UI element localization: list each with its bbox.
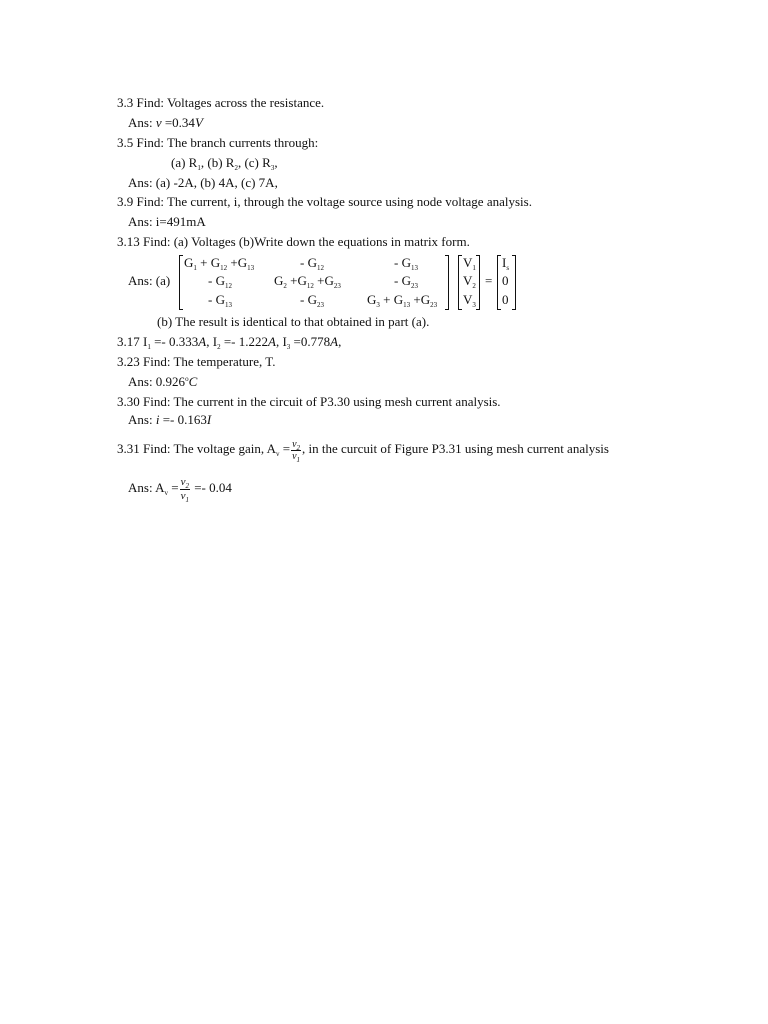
part-b-sub: 2	[234, 164, 238, 172]
matrix-r3c1: - $G_{13}$	[208, 292, 232, 309]
problem-3-13-answer-label: Ans: (a)	[128, 273, 171, 288]
problem-3-30-answer: Ans: i =- 0.163I	[128, 412, 212, 427]
voltage-v3: $V_3$	[463, 292, 476, 309]
matrix-r2c3: - $G_{23}$	[394, 273, 418, 290]
part-c-label: , (c) R	[237, 155, 271, 170]
problem-3-13-part-b: (b) The result is identical to that obtained in part (a).	[157, 314, 430, 329]
problem-3-5-title: 3.5 Find: The branch currents through:	[117, 135, 319, 150]
answer-gain-fraction: $\frac{v_2}{v_1}$	[180, 475, 189, 504]
problem-3-23-answer: Ans: 0.926$^o$C	[128, 374, 198, 389]
source-r1: $I_s$	[502, 255, 510, 272]
matrix-left-bracket	[179, 255, 183, 310]
part-a-label: (a) R	[171, 155, 198, 170]
problem-3-9-answer: Ans: i=491mA	[128, 214, 206, 229]
matrix-r3c2: - $G_{23}$	[300, 292, 324, 309]
voltage-vector-left-bracket	[458, 255, 462, 310]
answer-value: =0.34	[161, 115, 195, 130]
matrix-equals-sign: =	[485, 273, 493, 288]
problem-3-30-title: 3.30 Find: The current in the circuit of P3.30 using mesh current analysis.	[117, 394, 501, 409]
matrix-r1c1: $G_1 + G_{12} +G_{13}$	[184, 255, 255, 272]
answer-unit: V	[194, 115, 203, 130]
matrix-right-bracket	[445, 255, 449, 310]
voltage-gain-fraction: $\frac{v_2}{v_1}$	[292, 438, 301, 464]
part-b-label: , (b) R	[200, 155, 235, 170]
source-r3: 0	[502, 292, 509, 307]
matrix-r2c1: - $G_{12}$	[208, 273, 232, 290]
matrix-r1c2: - $G_{12}$	[300, 255, 324, 272]
problem-3-5-parts	[171, 155, 278, 171]
problem-3-17-answer: 3.17 $I_1 =- 0.333A$, $I_2 =- 1.222A$, $I_3 =0.778A$,	[117, 334, 342, 351]
problem-3-9-title: 3.9 Find: The current, i, through the voltage source using node voltage analysis.	[117, 194, 532, 209]
source-vector-left-bracket	[497, 255, 501, 310]
problem-3-3-title: 3.3 Find: Voltages across the resistance.	[117, 95, 325, 110]
matrix-r1c3: - $G_{13}$	[394, 255, 418, 272]
parts-end: ,	[274, 155, 278, 170]
source-r2: 0	[502, 273, 509, 288]
part-a-sub: 1	[197, 164, 201, 172]
problem-3-13-title: 3.13 Find: (a) Voltages (b)Write down the equations in matrix form.	[117, 234, 470, 249]
problem-3-31-title: 3.31 Find: The voltage gain, $A_v$ = $\frac{v_2}{v_1}$ , in the curcuit of Figure P3.31 using mesh current analysis	[117, 438, 609, 464]
part-c-sub: 3	[270, 164, 275, 172]
voltage-vector-right-bracket	[476, 255, 480, 310]
source-vector-right-bracket	[512, 255, 516, 310]
voltage-v1: $V_1$	[463, 255, 476, 272]
matrix-r3c3: $G_3 + G_{13} +G_{23}$	[367, 292, 438, 309]
problem-3-5-answer: Ans: (a) -2A, (b) 4A, (c) 7A,	[128, 175, 278, 190]
voltage-v2: $V_2$	[463, 273, 476, 290]
problem-3-3-answer	[128, 115, 203, 131]
answer-variable: v	[155, 115, 162, 130]
matrix-r2c2: $G_2 +G_{12} +G_{23}$	[274, 273, 341, 290]
problem-3-23-title: 3.23 Find: The temperature, T.	[117, 354, 276, 369]
answer-prefix: Ans:	[128, 115, 153, 130]
problem-3-31-answer: Ans: $A_v$ = $\frac{v_2}{v_1}$ =- 0.04	[128, 475, 232, 504]
